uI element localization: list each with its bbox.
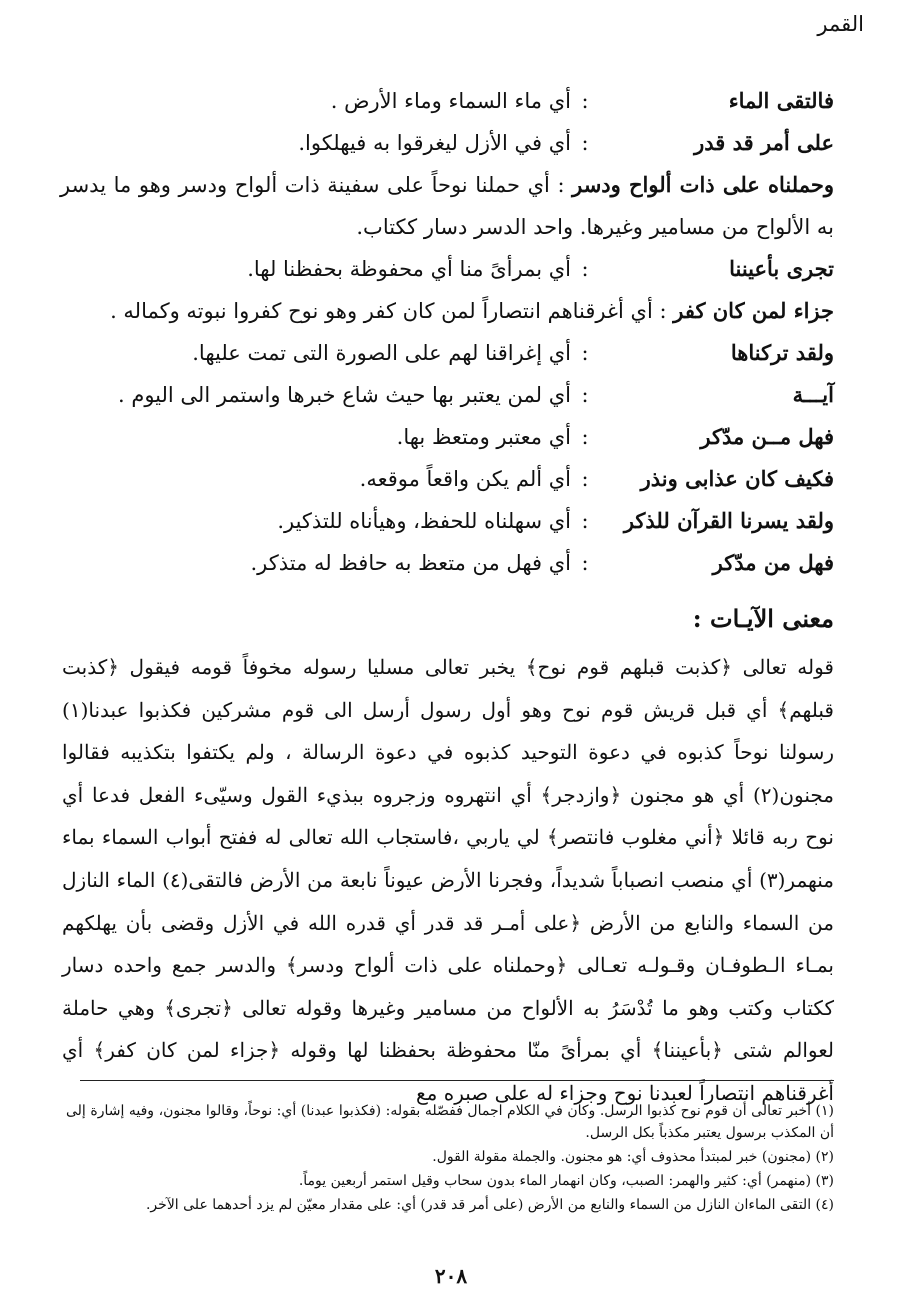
glossary-row-wrapped xyxy=(60,290,834,332)
glossary-definition: أي حملنا نوحاً على سفينة ذات ألواح ودسر وهو ما يدسر به الألواح من مسامير وغيرها. واحد الدسر دسار ككتاب. xyxy=(60,173,834,239)
commentary-paragraph: قوله تعالى ﴿كذبت قبلهم قوم نوح﴾ يخبر تعالى مسليا رسوله مخوفاً قومه فيقول ﴿كذبت قبلهم﴾ أي قبل قريش قوم نوح وهو أول رسول أرسل الى قوم مشركين فكذبوا عبدنا(١) رسولنا نوحاً كذبوه في دعوة التوحيد كذبوه في دعوة الرسالة ، ولم يكتفوا بتكذيبه فقالوا مجنون(٢) أي هو مجنون ﴿وازدجر﴾ أي انتهروه وزجروه ببذيء القول وسيّىء الفعل فدعا أي نوح ربه قائلا ﴿أني مغلوب فانتصر﴾ لي ياربي ،فاستجاب الله تعالى له ففتح أبواب السماء بماء منهمر(٣) أي منصب انصباباً شديداً، وفجرنا الأرض عيوناً نابعة من الأرض فالتقى(٤) الماء النازل من السماء والنابع من الأرض ﴿على أمـر قد قدر أي قدره الله في الأزل وقضى بأن يهلكهم بمـاء الـطوفـان وقـولـه تعـالى ﴿وحملناه على ذات ألواح ودسر﴾ والدسر جمع واحده دسار ككتاب وكتب وهو ما تُدْسَرُ به الألواح من مسامير وغيرها وقوله تعالى ﴿تجرى﴾ وهي حاملة لعوالم شتى ﴿بأعيننا﴾ أي بمرأىً منّا محفوظة بحفظنا لها وقوله ﴿جزاء لمن كان كفر﴾ أي أغرقناهم انتصاراً لعبدنا نوح وجزاء له على صبره مع xyxy=(62,655,834,1105)
glossary-term: جزاء لمن كان كفر xyxy=(673,298,834,323)
glossary-colon: : xyxy=(581,131,589,155)
glossary-term: فهل مــن مدّكر xyxy=(700,424,834,449)
glossary-colon: : xyxy=(581,383,589,407)
surah-name-header: القمر xyxy=(817,12,864,36)
footnote-item: (٣) (منهمر) أي: كثير والهمر: الصبب، وكان انهمار الماء بدون سحاب وقيل استمر أربعين يوماً. xyxy=(298,1173,834,1189)
footnote-item: (٤) التقى الماءان النازل من السماء والنابع من الأرض (على أمر قد قدر) أي: على مقدار معيّن لم يزد أحدهما على الآخر. xyxy=(145,1197,834,1213)
glossary-term: آيـــة xyxy=(792,382,834,407)
glossary-colon: : xyxy=(581,89,589,113)
glossary-row xyxy=(60,122,834,164)
glossary-term: فهل من مدّكر xyxy=(712,550,834,575)
glossary-definition: أي سهلناه للحفظ، وهيأناه للتذكير. xyxy=(277,509,571,533)
glossary-row xyxy=(60,500,834,542)
glossary-row xyxy=(60,458,834,500)
glossary-colon: : xyxy=(581,467,589,491)
footnote-divider xyxy=(80,1080,834,1081)
glossary-term: فالتقى الماء xyxy=(728,88,834,113)
glossary-definition: أي إغراقنا لهم على الصورة التى تمت عليها. xyxy=(192,341,571,365)
glossary-colon: : xyxy=(581,509,589,533)
footnotes xyxy=(66,1100,834,1218)
vocabulary-glossary xyxy=(60,80,834,584)
glossary-term: فكيف كان عذابى ونذر xyxy=(640,466,834,491)
glossary-term: تجرى بأعيننا xyxy=(729,256,834,281)
glossary-term: ولقد يسرنا القرآن للذكر xyxy=(623,508,834,533)
glossary-definition: أي ماء السماء وماء الأرض . xyxy=(330,89,571,113)
glossary-definition: أي أغرقناهم انتصاراً لمن كان كفر وهو نوح كفروا نبوته وكماله . xyxy=(110,299,653,323)
glossary-colon: : xyxy=(581,341,589,365)
glossary-term: وحملناه على ذات ألواح ودسر xyxy=(572,172,834,197)
glossary-row xyxy=(60,542,834,584)
glossary-row xyxy=(60,416,834,458)
page-number: ٢٠٨ xyxy=(434,1264,468,1288)
glossary-definition: أي فهل من متعظ به حافظ له متذكر. xyxy=(250,551,571,575)
commentary-body xyxy=(62,646,834,1115)
glossary-row xyxy=(60,80,834,122)
glossary-row xyxy=(60,374,834,416)
glossary-definition: أي لمن يعتبر بها حيث شاع خبرها واستمر الى اليوم . xyxy=(117,383,571,407)
glossary-colon: : xyxy=(581,425,589,449)
glossary-colon: : xyxy=(557,173,565,197)
glossary-definition: أي معتبر ومتعظ بها. xyxy=(396,425,571,449)
glossary-definition: أي ألم يكن واقعاً موقعه. xyxy=(359,467,571,491)
footnote-item: (١) أخبر تعالى أن قوم نوح كذبوا الرسل. وكان في الكلام اجمال ففصّله بقوله: (فكذبوا عبدنا) أي: نوحاً، وقالوا مجنون، وفيه إشارة إلى أن المكذب برسول يعتبر مكذباً بكل الرسل. xyxy=(66,1103,834,1141)
glossary-row xyxy=(60,248,834,290)
glossary-definition: أي في الأزل ليغرقوا به فيهلكوا. xyxy=(298,131,571,155)
glossary-colon: : xyxy=(581,551,589,575)
glossary-term: ولقد تركناها xyxy=(730,340,834,365)
glossary-term: على أمر قد قدر xyxy=(694,130,834,155)
glossary-colon: : xyxy=(659,299,667,323)
glossary-row xyxy=(60,332,834,374)
glossary-definition: أي بمرأىً منا أي محفوظة بحفظنا لها. xyxy=(247,257,571,281)
footnote-item: (٢) (مجنون) خبر لمبتدأ محذوف أي: هو مجنون. والجملة مقولة القول. xyxy=(432,1149,834,1165)
glossary-row-wrapped xyxy=(60,164,834,248)
section-heading: معنى الآيـات : xyxy=(692,604,834,633)
glossary-colon: : xyxy=(581,257,589,281)
